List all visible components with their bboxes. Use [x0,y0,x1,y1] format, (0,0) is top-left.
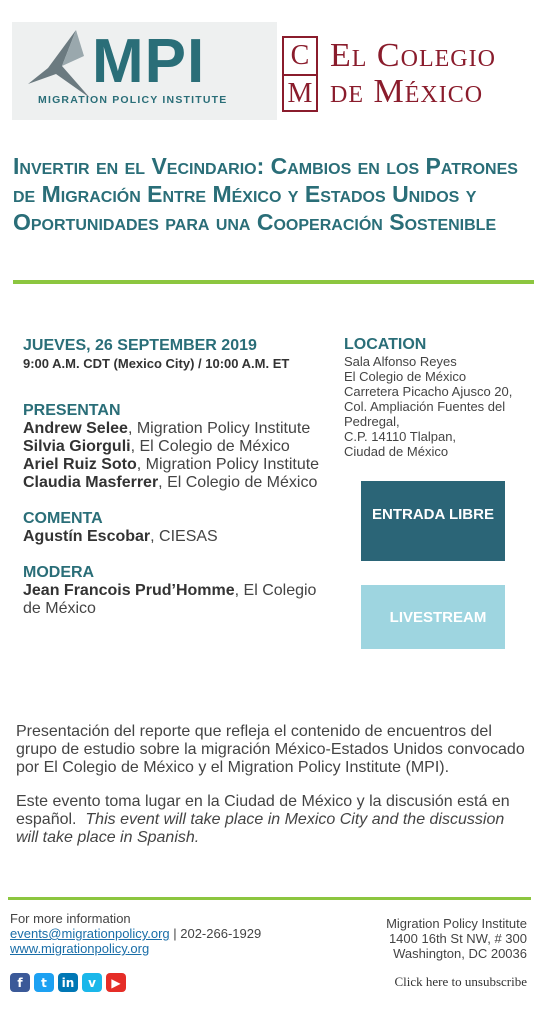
social-links [10,973,126,992]
location-heading: LOCATION [344,336,427,353]
mpi-subtitle: MIGRATION POLICY INSTITUTE [38,94,228,106]
moderator-item: Jean Francois Prud’Homme, El Colegio de México [23,582,317,617]
linkedin-icon[interactable]: in [58,973,78,992]
colmex-logo[interactable] [282,34,537,114]
presenter-item: Claudia Masferrer, El Colegio de México [23,474,318,491]
presentan-heading: PRESENTAN [23,402,121,419]
youtube-icon[interactable]: ▶ [106,973,126,992]
presenter-item: Ariel Ruiz Soto, Migration Policy Institute [23,456,320,473]
location-line: Ciudad de México [344,444,449,459]
event-date: JUEVES, 26 SEPTEMBER 2019 [23,337,257,354]
comenta-heading: COMENTA [23,510,103,527]
unsubscribe-link[interactable]: Click here to unsubscribe [394,974,527,989]
phone-number: | 202-266-1929 [169,926,262,941]
email-link[interactable]: events@migrationpolicy.org [10,926,170,941]
event-details [23,336,323,618]
location-line: El Colegio de México [344,369,467,384]
mpi-logo[interactable] [12,22,277,120]
location-line: C.P. 14110 Tlalpan, [344,429,457,444]
location-block [344,336,524,459]
location-line: Sala Alfonso Reyes [344,354,457,369]
presenter-item: Andrew Selee, Migration Policy Institute [23,420,311,437]
title-divider [13,280,534,284]
facebook-icon[interactable]: f [10,973,30,992]
commentator-item: Agustín Escobar, CIESAS [23,528,218,545]
colmex-monogram: C M [282,36,318,112]
header-logos [12,22,537,120]
event-time: 9:00 A.M. CDT (Mexico City) / 10:00 A.M. ET [23,356,290,371]
colmex-wordmark: El Colegio de México [330,37,496,110]
event-title: Invertir en el Vecindario: Cambios en los Patrones de Migración Entre México y Estados Unidos y Oportunidades para una Cooperación Sostenible [13,153,518,235]
description-paragraph: Presentación del reporte que refleja el contenido de encuentros del grupo de estudio sobre la migración México-Estados Unidos convocado por El Colegio de México y el Migration Policy Institute (MPI). [16,723,525,776]
description-paragraph: Este evento toma lugar en la Ciudad de México y la discusión está en español. This event will take place in Mexico City and the discussion will take place in Spanish. [16,793,510,846]
address-line: 1400 16th St NW, # 300 [388,931,527,946]
footer-divider [8,897,531,900]
modera-heading: MODERA [23,564,95,581]
location-line: Col. Ampliación Fuentes del Pedregal, [344,399,506,429]
livestream-button[interactable]: LIVESTREAM [361,585,505,649]
twitter-icon[interactable]: t [34,973,54,992]
footer-contact [10,911,261,956]
event-description [16,723,528,847]
entrada-libre-button[interactable]: ENTRADA LIBRE [361,481,505,561]
website-link[interactable]: www.migrationpolicy.org [10,941,150,956]
mpi-letters: MPI [92,27,206,96]
vimeo-icon[interactable]: v [82,973,102,992]
footer-address [386,916,527,961]
location-line: Carretera Picacho Ajusco 20, [344,384,513,399]
org-name: Migration Policy Institute [386,916,527,931]
more-info-label: For more information [10,911,131,926]
address-line: Washington, DC 20036 [393,946,527,961]
presenter-item: Silvia Giorguli, El Colegio de México [23,438,290,455]
